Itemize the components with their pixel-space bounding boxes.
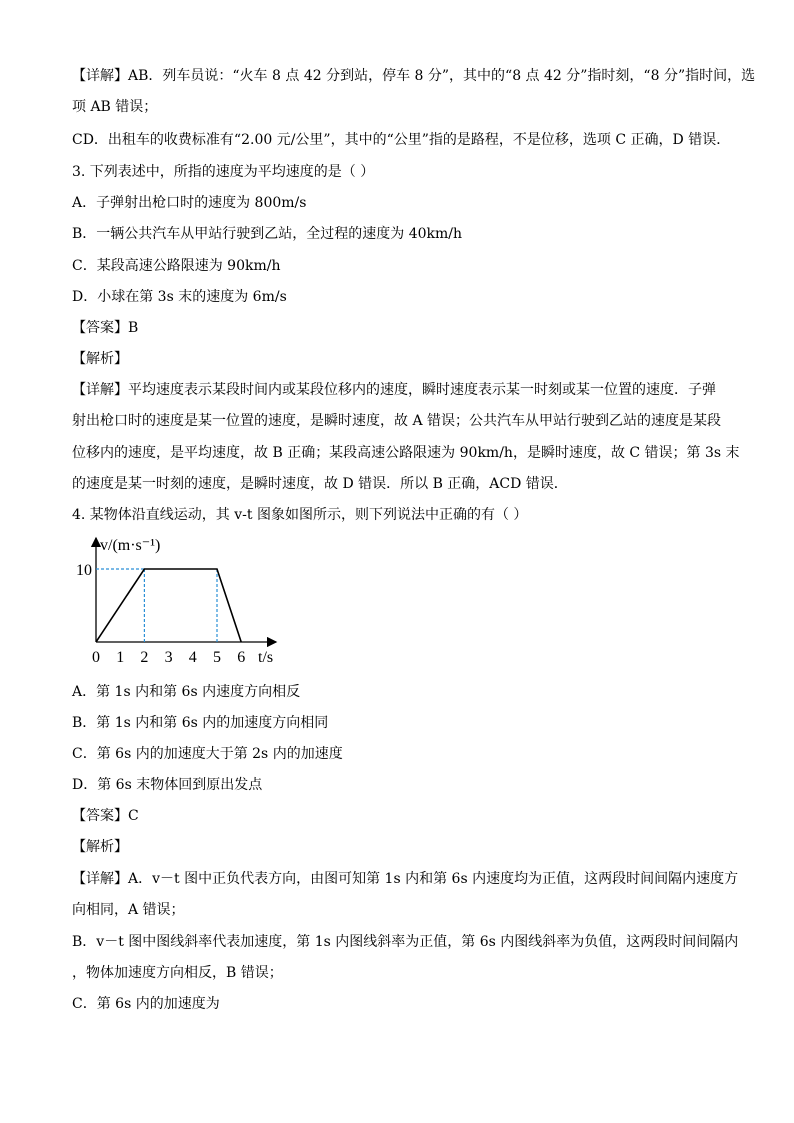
x-tick-label: 2 [140,649,149,666]
text-line: 的速度是某一时刻的速度，是瞬时速度，故 D 错误．所以 B 正确，ACD 错误． [72,476,568,492]
x-tick-label: 0 [92,649,100,666]
text-line: 射出枪口时的速度是某一位置的速度，是瞬时速度，故 A 错误；公共汽车从甲站行驶到乙站的速度是某段 [72,413,722,429]
text-line: 【详解】平均速度表示某段时间内或某段位移内的速度，瞬时速度表示某一时刻或某一位置的速度．子弹 [72,382,716,398]
vt-graph [76,532,292,672]
text-line: CD．出租车的收费标准有“2.00 元/公里”，其中的“公里”指的是路程，不是位移，选项 C 正确，D 错误． [72,132,731,148]
text-line: 【详解】A．v－t 图中正负代表方向，由图可知第 1s 内和第 6s 内速度均为正值，这两段时间间隔内速度方 [72,871,739,887]
option-b: B．一辆公共汽车从甲站行驶到乙站，全过程的速度为 40km/h [72,226,463,242]
answer-label: 【答案】C [72,808,139,824]
analysis-heading: 【解析】 [72,839,128,855]
option-c: C．某段高速公路限速为 90km/h [72,258,281,274]
x-tick-label: 3 [164,649,173,666]
x-tick-label: 6 [237,649,246,666]
y-axis-label: v/(m·s⁻¹) [100,537,161,554]
option-a: A．子弹射出枪口时的速度为 800m/s [72,195,307,211]
velocity-line [96,569,241,642]
answer-label: 【答案】B [72,320,139,336]
option-a: A．第 1s 内和第 6s 内速度方向相反 [72,684,301,700]
option-b: B．第 1s 内和第 6s 内的加速度方向相同 [72,715,329,731]
x-tick-label: 1 [116,649,125,666]
text-line: 【详解】AB．列车员说：“火车 8 点 42 分到站，停车 8 分”，其中的“8 点 42 分”指时刻，“8 分”指时间，选 [72,68,756,84]
option-d: D．小球在第 3s 末的速度为 6m/s [72,289,287,305]
x-axis-label: t/s [258,649,274,666]
option-d: D．第 6s 末物体回到原出发点 [72,777,263,793]
text-line: 向相同，A 错误； [72,902,185,918]
analysis-heading: 【解析】 [72,351,128,367]
text-line: 项 AB 错误； [72,99,158,115]
text-line: C．第 6s 内的加速度为 [72,996,220,1012]
question-4-stem: 4. 某物体沿直线运动，其 v-t 图象如图所示，则下列说法中正确的有（ ） [72,507,528,523]
x-tick-label: 5 [213,649,221,666]
option-c: C．第 6s 内的加速度大于第 2s 内的加速度 [72,746,343,762]
text-line: B．v－t 图中图线斜率代表加速度，第 1s 内图线斜率为正值，第 6s 内图线斜率为负值，这两段时间间隔内 [72,934,739,950]
text-line: ，物体加速度方向相反，B 错误； [72,965,283,981]
question-3-stem: 3. 下列表述中，所指的速度为平均速度的是（ ） [72,164,375,180]
text-line: 位移内的速度，是平均速度，故 B 正确；某段高速公路限速为 90km/h，是瞬时速度，故 C 错误；第 3s 末 [72,445,740,461]
y-tick-label: 10 [76,562,92,579]
vt-graph-svg [76,532,292,672]
x-tick-label: 4 [188,649,197,666]
